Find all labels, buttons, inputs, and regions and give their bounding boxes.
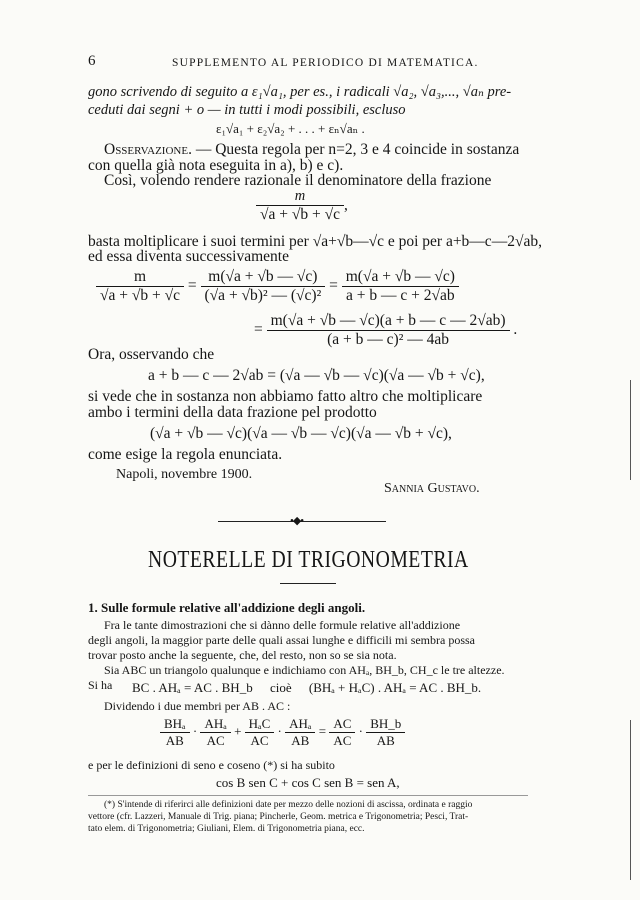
text-line: come esige la regola enunciata.: [88, 446, 283, 463]
formula: ε₁√a₁ + ε₂√a₂ + . . . + εₙ√aₙ .: [216, 121, 365, 136]
equation-right: (BHₐ + HₐC) . AHₐ = AC . BH_b.: [308, 680, 482, 695]
observation-text: — Questa regola per n=2, 3 e 4 coincide in sostanza: [191, 141, 520, 158]
text-line: ambo i termini della data frazione pel prodotto: [88, 404, 377, 421]
fraction-denominator: (√a + √b)² — (√c)²: [201, 286, 326, 305]
equation-6: $\frac{\text{BHₐ}}{AB}$ · $\frac{\text{AHₐ}}{AC}$ + $\frac{\text{HₐC}}{AC}$ · $\frac{\text{AHₐ}}{AB}$ = $\frac{AC}{AC}$ · $\frac{BH\_b}{AB}$: [160, 716, 405, 749]
fraction-denominator: √a + √b + √c: [96, 286, 184, 305]
fraction-denominator: AB: [366, 732, 405, 749]
equation-left: BC . AHₐ = AC . BH_b: [132, 680, 253, 695]
observation-label: Osservazione.: [104, 141, 192, 158]
text-line: trovar posto anche la seguente, che, del resto, non so se sia nota.: [88, 648, 397, 662]
equation-connector: cioè: [269, 680, 292, 695]
fraction-denominator: AC: [245, 732, 275, 749]
text-line: degli angoli, la maggior parte delle quali assai lunghe e difficili mi sembra possa: [88, 633, 476, 647]
scan-edge-mark: [630, 380, 631, 480]
fraction-numerator: BH_b: [370, 716, 402, 731]
text-line: Ora, osservando che: [88, 346, 215, 363]
fraction-numerator: AHₐ: [289, 716, 312, 731]
text-line: Fra le tante dimostrazioni che si dànno delle formule relative all'addizione: [104, 618, 461, 632]
fraction-denominator: AC: [329, 732, 355, 749]
equation-2: = $\frac{m(√a + √b — √c)(a + b — c — 2√ab)}{\text{(a + b — c)² — 4ab}}$ .: [254, 312, 518, 348]
equation-5: [132, 680, 481, 696]
fraction-denominator: AC: [200, 732, 230, 749]
fraction-denominator: (a + b — c)² — 4ab: [267, 330, 510, 349]
equation-1: $\frac{m}{√a + √b + √c}$ = $\frac{m(√a + √b — √c)}{\text{(√a + √b)² — (√c)²}}$ = $\frac{m(√a + √b — √c)}{a + b — c + 2√ab}$: [96, 268, 459, 305]
footnote-separator: [88, 795, 528, 796]
footnote-line: (*) S'intende di riferirci alle definizioni date per mezzo delle nozioni di ascissa, ordinata e raggio: [104, 800, 473, 810]
text-line: e per le definizioni di seno e coseno (*) si ha subito: [88, 758, 335, 772]
fraction-denominator: a + b — c + 2√ab: [342, 286, 459, 305]
footnote-line: vettore (cfr. Lazzeri, Manuale di Trig. piana; Pincherle, Geom. metrica e Trigonometria; Pesci, Trat-: [88, 812, 469, 822]
equation-7: cos B sen C + cos C sen B = sen A,: [216, 775, 400, 790]
footnote-line: tato elem. di Trigonometria; Giuliani, Elem. di Trigonometria piana, ecc.: [88, 824, 365, 834]
fraction-denominator: AB: [285, 732, 315, 749]
running-title: SUPPLEMENTO AL PERIODICO DI MATEMATICA.: [172, 57, 479, 69]
section-heading: 1. Sulle formule relative all'addizione degli angoli.: [88, 600, 366, 615]
fraction-numerator: HₐC: [248, 716, 271, 731]
page-number: 6: [88, 53, 96, 69]
fraction-numerator: AHₐ: [204, 716, 227, 731]
text-line: ceduti dai segni + o — in tutti i modi possibili, escluso: [88, 102, 406, 118]
fraction-numerator: AC: [333, 716, 352, 731]
article-title: NOTERELLE DI TRIGONOMETRIA: [148, 547, 469, 573]
equation-3: a + b — c — 2√ab = (√a — √b — √c)(√a — √b + √c),: [148, 367, 485, 384]
ornament-icon: •◆•: [290, 515, 304, 527]
fraction-numerator: m(√a + √b — √c): [345, 268, 455, 285]
formula-fraction: $\frac{m}{√a + √b + √c}$ ,: [256, 188, 348, 224]
text-line: ed essa diventa successivamente: [88, 248, 289, 265]
text-line: Dividendo i due membri per AB . AC :: [104, 699, 291, 713]
fraction-numerator: BHₐ: [164, 716, 186, 731]
text-line: gono scrivendo di seguito a ε₁√a₁, per es., i radicali √a₂, √a₃,..., √aₙ pre-: [88, 84, 512, 100]
text-line: con quella già nota eseguita in a), b) e c).: [88, 157, 344, 174]
fraction-numerator: m(√a + √b — √c): [208, 268, 318, 285]
fraction-numerator: m: [133, 268, 147, 285]
place-date: Napoli, novembre 1900.: [116, 467, 253, 482]
fraction-numerator: m: [294, 188, 306, 204]
equation-4: (√a + √b — √c)(√a — √b — √c)(√a — √b + √c),: [150, 425, 452, 442]
text-line: Si ha: [88, 678, 113, 692]
fraction-denominator: AB: [160, 732, 190, 749]
text-line: si vede che in sostanza non abbiamo fatto altro che moltiplicare: [88, 388, 483, 405]
title-underline: [280, 583, 336, 584]
text-line: Sia ABC un triangolo qualunque e indichiamo con AHₐ, BH_b, CH_c le tre altezze.: [104, 663, 505, 677]
fraction-numerator: m(√a + √b — √c)(a + b — c — 2√ab): [270, 312, 506, 329]
text-line: basta moltiplicare i suoi termini per √a+√b—√c e poi per a+b—c—2√ab,: [88, 233, 542, 250]
author-signature: Sannia Gustavo.: [384, 481, 480, 496]
text-line: Così, volendo rendere razionale il denominatore della frazione: [104, 172, 492, 189]
scan-edge-mark: [630, 720, 631, 880]
fraction-denominator: √a + √b + √c: [256, 205, 344, 224]
